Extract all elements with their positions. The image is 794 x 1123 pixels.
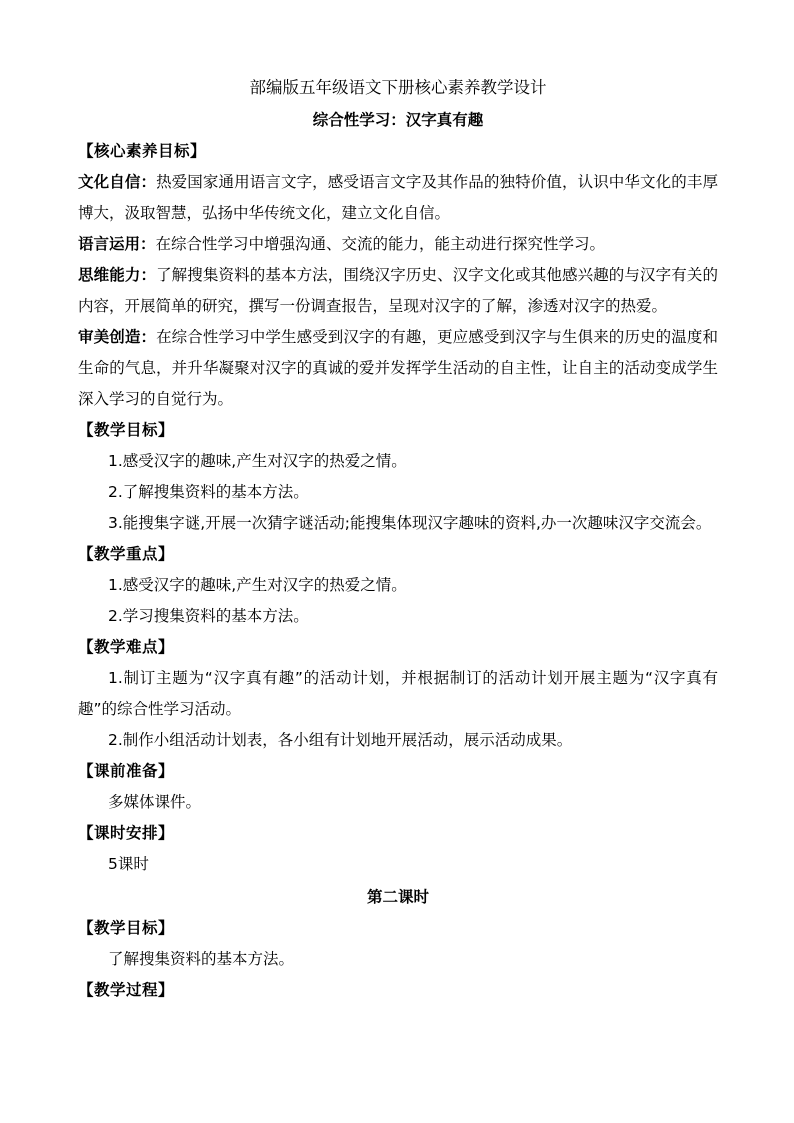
lesson-process-heading: 【教学过程】 bbox=[78, 981, 175, 999]
core-goal-language bbox=[78, 229, 718, 260]
core-goal-text: 热爱国家通用语言文字，感受语言文字及其作品的独特价值，认识中华文化的丰厚博大，汲取智慧，弘扬中华传统文化，建立文化自信。 bbox=[78, 173, 718, 222]
core-goal-label: 审美创造： bbox=[78, 328, 157, 346]
teaching-goal-item: 3.能搜集字谜,开展一次猜字谜活动;能搜集体现汉字趣味的资料,办一次趣味汉字交流会。 bbox=[108, 514, 712, 532]
lesson-title: 第二课时 bbox=[366, 888, 429, 906]
core-goal-thinking bbox=[78, 260, 718, 322]
key-point-item: 1.感受汉字的趣味,产生对汉字的热爱之情。 bbox=[108, 576, 407, 594]
key-points-heading: 【教学重点】 bbox=[78, 545, 175, 563]
document-title: 部编版五年级语文下册核心素养教学设计 bbox=[249, 78, 547, 97]
lesson-goals-text: 了解搜集资料的基本方法。 bbox=[108, 950, 295, 968]
core-goal-label: 语言运用： bbox=[78, 235, 156, 253]
schedule-text: 5课时 bbox=[108, 855, 149, 873]
preparation-heading: 【课前准备】 bbox=[78, 762, 175, 780]
core-goal-aesthetic bbox=[78, 322, 718, 415]
core-goal-culture bbox=[78, 167, 718, 229]
schedule-heading: 【课时安排】 bbox=[78, 824, 175, 842]
teaching-goal-item: 2.了解搜集资料的基本方法。 bbox=[108, 483, 309, 501]
document-subtitle: 综合性学习：汉字真有趣 bbox=[312, 111, 484, 129]
teaching-goal-item: 1.感受汉字的趣味,产生对汉字的热爱之情。 bbox=[108, 452, 407, 470]
core-goal-label: 思维能力： bbox=[78, 266, 157, 284]
core-goal-text: 了解搜集资料的基本方法，围绕汉字历史、汉字文化或其他感兴趣的与汉字有关的内容，开展简单的研究，撰写一份调查报告，呈现对汉字的了解，渗透对汉字的热爱。 bbox=[78, 266, 718, 315]
core-goal-label: 文化自信： bbox=[78, 173, 157, 191]
document-page bbox=[78, 72, 718, 1006]
core-goal-text: 在综合性学习中增强沟通、交流的能力，能主动进行探究性学习。 bbox=[155, 235, 606, 253]
lesson-goals-heading: 【教学目标】 bbox=[78, 919, 175, 937]
difficulty-item: 2.制作小组活动计划表，各小组有计划地开展活动，展示活动成果。 bbox=[108, 731, 573, 749]
difficulties-heading: 【教学难点】 bbox=[78, 638, 175, 656]
teaching-goals-heading: 【教学目标】 bbox=[78, 421, 175, 439]
difficulty-item: 1.制订主题为“汉字真有趣”的活动计划，并根据制订的活动计划开展主题为“汉字真有趣”的综合性学习活动。 bbox=[78, 669, 718, 718]
core-goals-heading: 【核心素养目标】 bbox=[78, 142, 207, 160]
preparation-text: 多媒体课件。 bbox=[108, 793, 202, 811]
core-goal-text: 在综合性学习中学生感受到汉字的有趣，更应感受到汉字与生俱来的历史的温度和生命的气息，并升华凝聚对汉字的真诚的爱并发挥学生活动的自主性，让自主的活动变成学生深入学习的自觉行为。 bbox=[78, 328, 718, 408]
key-point-item: 2.学习搜集资料的基本方法。 bbox=[108, 607, 309, 625]
